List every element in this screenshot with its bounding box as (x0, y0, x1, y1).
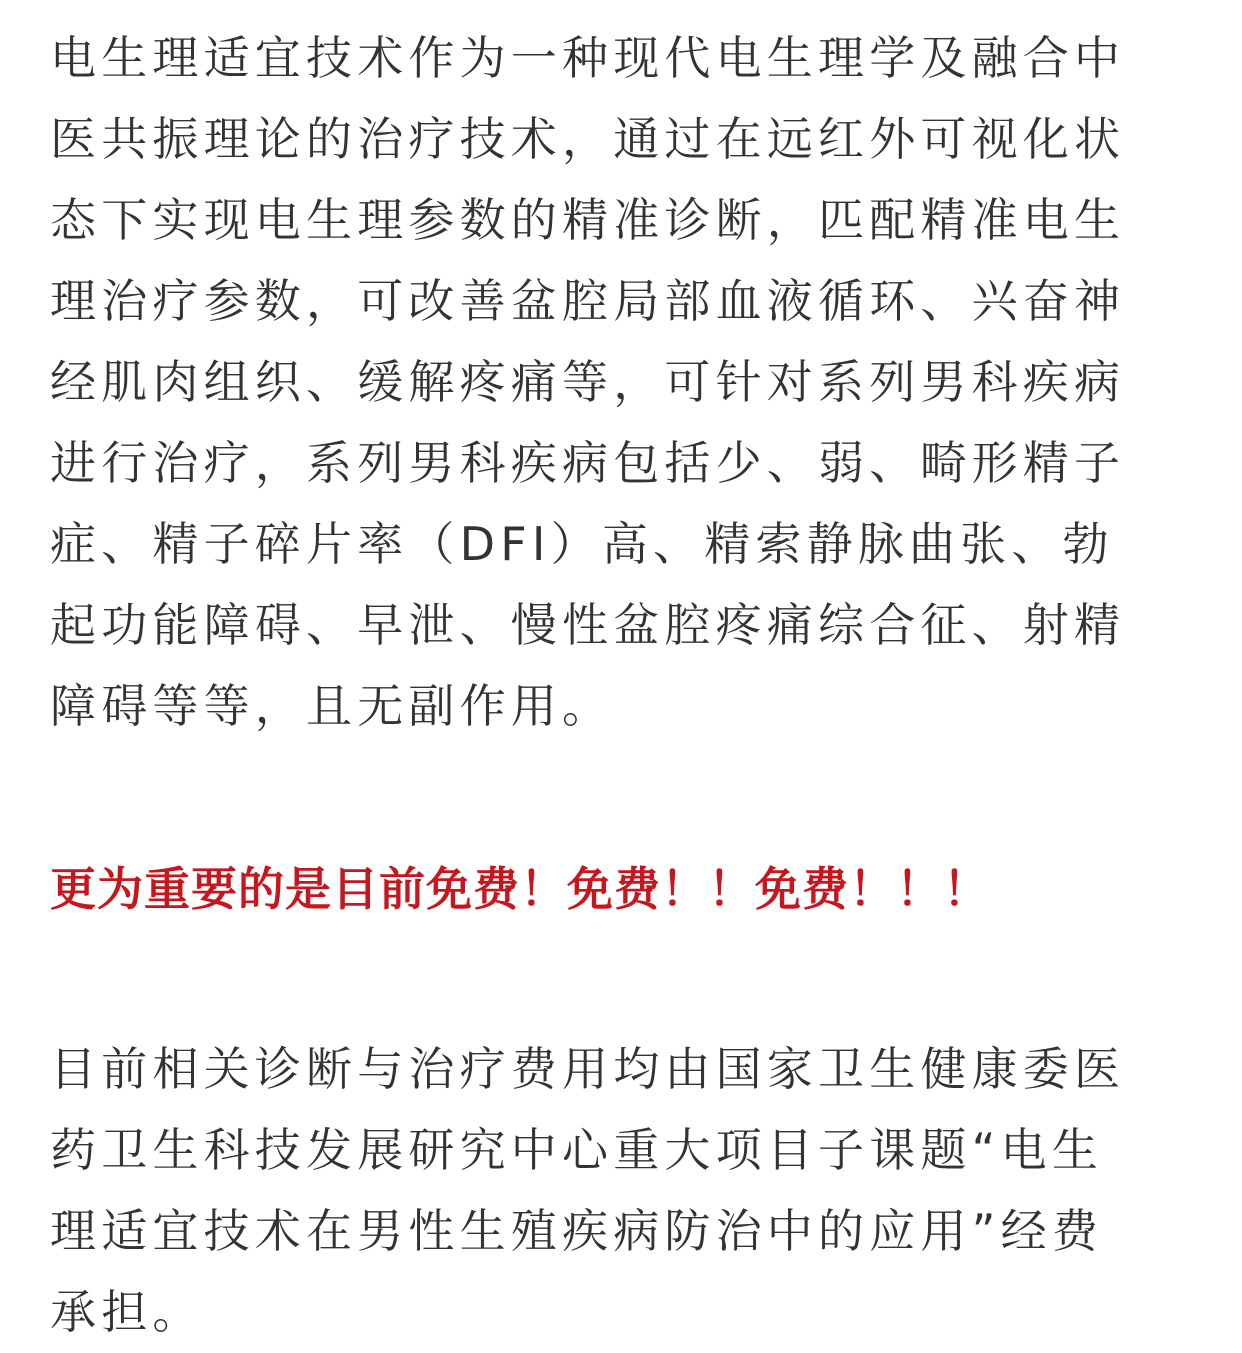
paragraph-line: 目前相关诊断与治疗费用均由国家卫生健康委医 (50, 1042, 1126, 1096)
paragraph-line: 电生理适宜技术作为一种现代电生理学及融合中 (50, 31, 1126, 85)
paragraph-line: 承担。 (50, 1285, 204, 1339)
paragraph-line: 理治疗参数，可改善盆腔局部血液循环、兴奋神 (50, 274, 1126, 328)
paragraph-line: 障碍等等，且无副作用。 (50, 679, 614, 733)
paragraph-line: 进行治疗，系列男科疾病包括少、弱、畸形精子 (50, 436, 1126, 490)
paragraph-line: 起功能障碍、早泄、慢性盆腔疼痛综合征、射精 (50, 598, 1126, 652)
paragraph-line: 药卫生科技发展研究中心重大项目子课题“电生 (50, 1123, 1104, 1177)
highlight-text: 更为重要的是目前免费！免费！！免费！！！ (50, 862, 990, 916)
paragraph-line: 医共振理论的治疗技术，通过在远红外可视化状 (50, 112, 1126, 166)
paragraph-funding-info (50, 1029, 1192, 1353)
paragraph-technology-intro (50, 18, 1192, 747)
paragraph-line: 态下实现电生理参数的精准诊断，匹配精准电生 (50, 193, 1126, 247)
paragraph-line: 症、精子碎片率（DFI）高、精索静脉曲张、勃 (50, 517, 1114, 571)
paragraph-line: 理适宜技术在男性生殖疾病防治中的应用”经费 (50, 1204, 1104, 1258)
paragraph-line: 经肌肉组织、缓解疼痛等，可针对系列男科疾病 (50, 355, 1126, 409)
free-treatment-highlight (50, 849, 1192, 930)
